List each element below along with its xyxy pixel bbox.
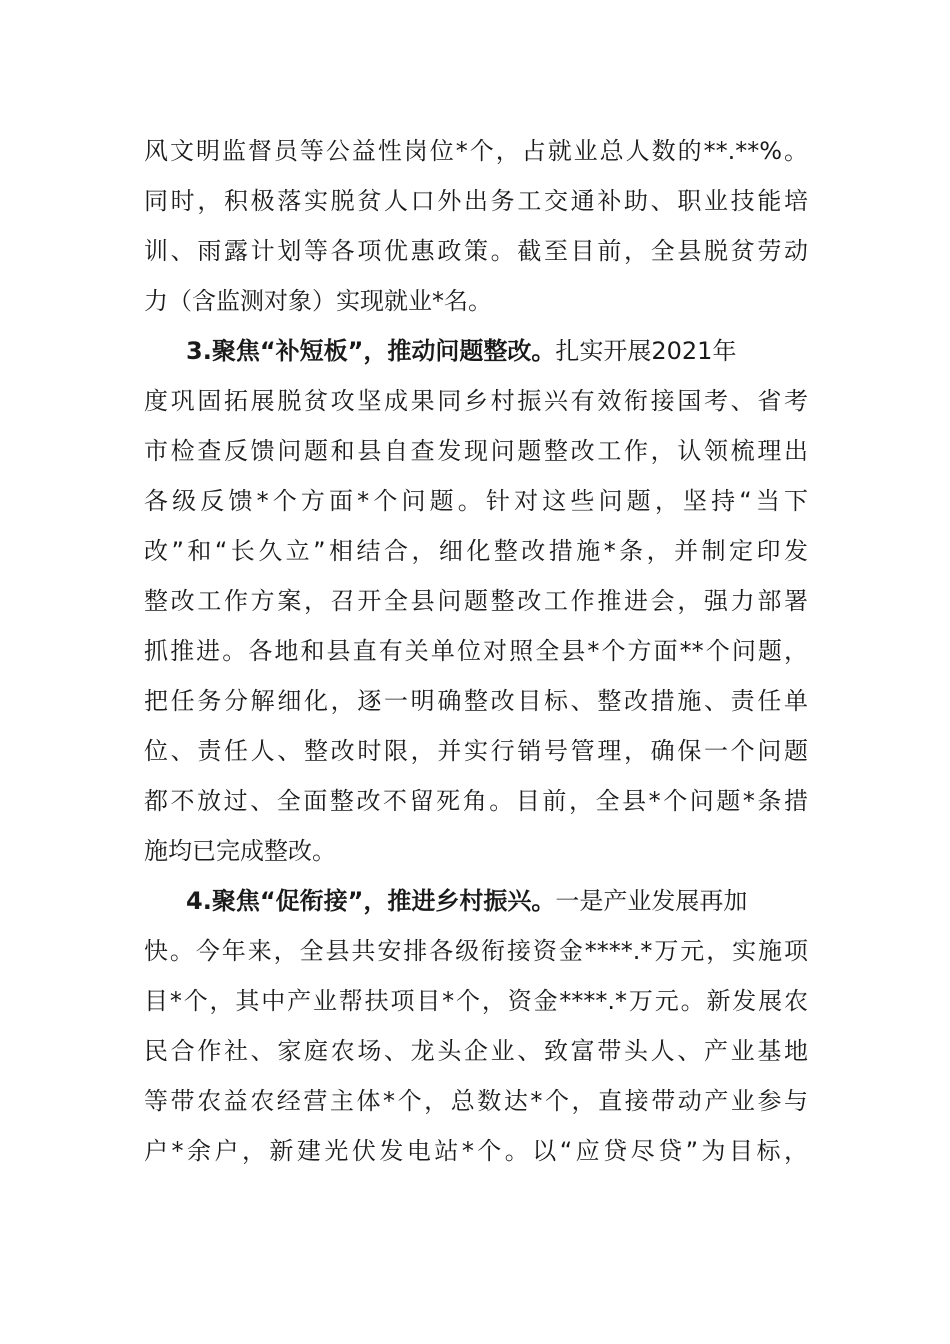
text-line: 训、雨露计划等各项优惠政策。截至目前，全县脱贫劳动	[144, 237, 808, 265]
text-line: 各级反馈*个方面*个问题。针对这些问题，坚持“当下	[144, 487, 808, 515]
section-3-first-line	[144, 326, 808, 376]
text-line: 都不放过、全面整改不留死角。目前，全县*个问题*条措	[144, 787, 808, 815]
text-line: 风文明监督员等公益性岗位*个，占就业总人数的**.**%。	[144, 137, 808, 165]
text-span: 扎实开展2021年	[555, 337, 737, 365]
section-4-heading: 4.聚焦“促衔接”，推进乡村振兴。	[186, 887, 556, 915]
text-line: 同时，积极落实脱贫人口外出务工交通补助、职业技能培	[144, 187, 808, 215]
text-line: 抓推进。各地和县直有关单位对照全县*个方面**个问题，	[144, 637, 808, 665]
document-body	[144, 126, 808, 1176]
text-line: 民合作社、家庭农场、龙头企业、致富带头人、产业基地	[144, 1037, 808, 1065]
section-4-first-line	[144, 876, 808, 926]
text-line: 等带农益农经营主体*个，总数达*个，直接带动产业参与	[144, 1087, 808, 1115]
text-line: 施均已完成整改。	[144, 837, 336, 865]
text-line: 整改工作方案，召开全县问题整改工作推进会，强力部署	[144, 587, 808, 615]
text-line: 把任务分解细化，逐一明确整改目标、整改措施、责任单	[144, 687, 808, 715]
text-line: 快。今年来，全县共安排各级衔接资金****.*万元，实施项	[144, 937, 808, 965]
text-line: 位、责任人、整改时限，并实行销号管理，确保一个问题	[144, 737, 808, 765]
section-3-heading: 3.聚焦“补短板”，推动问题整改。	[186, 337, 556, 365]
text-line: 力（含监测对象）实现就业*名。	[144, 287, 492, 315]
text-line: 改”和“长久立”相结合，细化整改措施*条，并制定印发	[144, 537, 808, 565]
text-line: 市检查反馈问题和县自查发现问题整改工作，认领梳理出	[144, 437, 808, 465]
text-span: 一是产业发展再加	[555, 887, 748, 915]
text-line: 度巩固拓展脱贫攻坚成果同乡村振兴有效衔接国考、省考	[144, 387, 808, 415]
text-line: 目*个，其中产业帮扶项目*个，资金****.*万元。新发展农	[144, 987, 808, 1015]
text-line: 户*余户，新建光伏发电站*个。以“应贷尽贷”为目标，	[144, 1137, 808, 1165]
